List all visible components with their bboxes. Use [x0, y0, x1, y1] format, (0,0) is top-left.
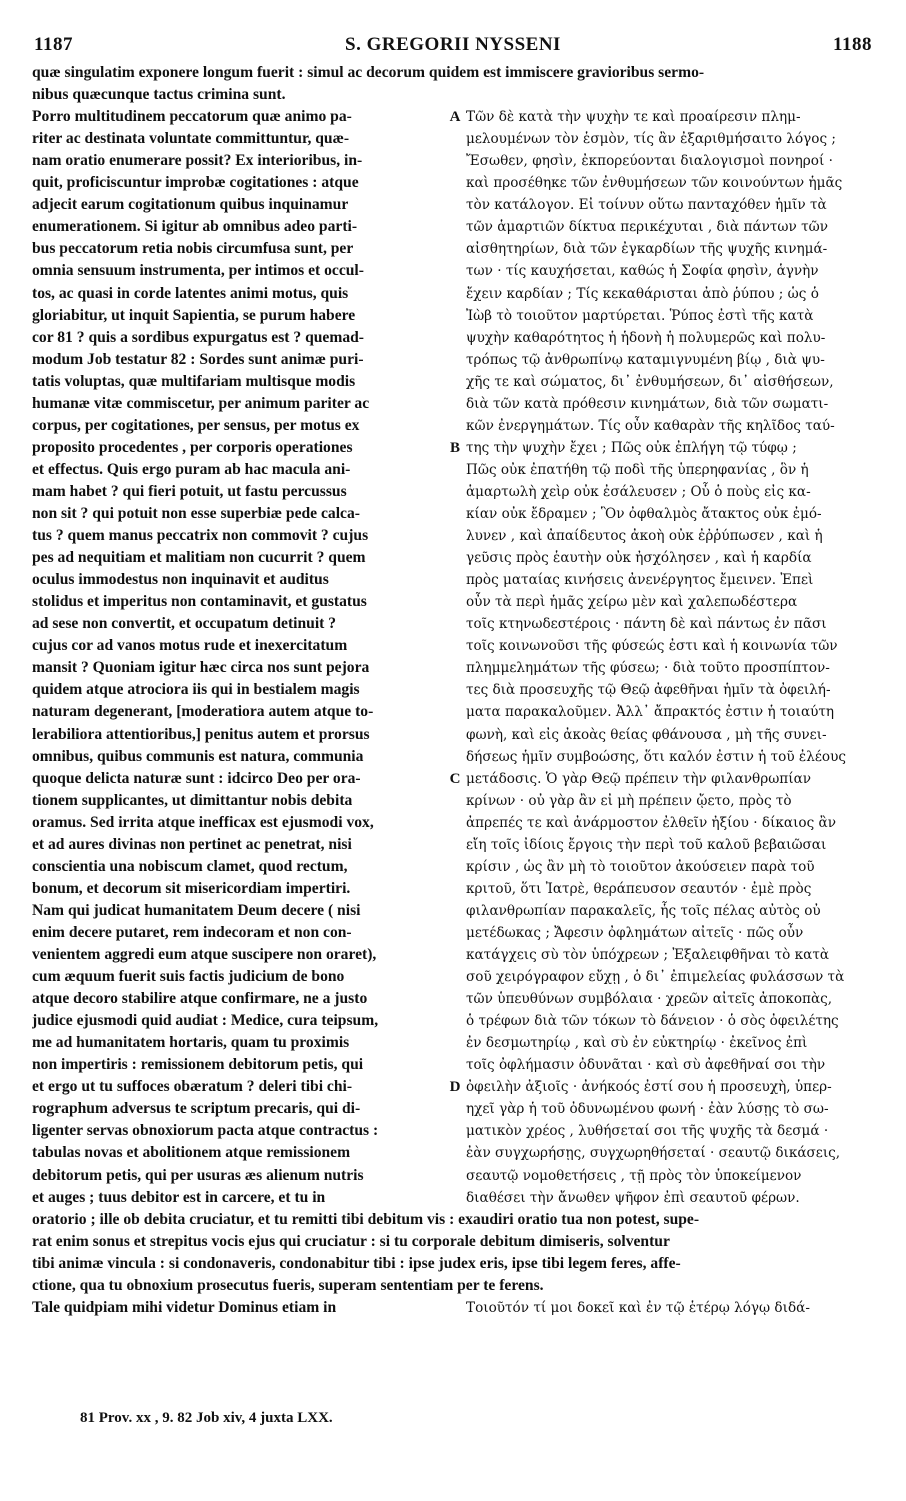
latin-line: riter ac destinata voluntate committuntur, quæ-	[32, 130, 350, 148]
greek-line: αἰσθητηρίων, διὰ τῶν ἐγκαρδίων τῆς ψυχῆς κινημά-	[466, 241, 828, 258]
greek-line: καὶ προσέθηκε τῶν ἐνθυμήσεων τῶν κοινούντων ἡμᾶς	[466, 175, 843, 192]
greek-line: σοῦ χειρόγραφον εὔχῃ , ὁ δι᾿ ἐπιμελείας φυλάσσων τὰ	[466, 969, 845, 986]
latin-line: quidem atque atrociora iis qui in bestialem magis	[32, 681, 360, 699]
greek-line: μελουμένων τὸν ἑσμὸν, τίς ἂν ἐξαριθμήσαιτο λόγος ;	[466, 131, 836, 148]
latin-line: enumerationem. Si igitur ab omnibus adeo parti-	[32, 218, 358, 236]
latin-line: tionem supplicantes, ut dimittantur nobis debita	[32, 791, 353, 809]
latin-line: quoque delicta naturæ sunt : idcirco Deo per ora-	[32, 769, 361, 787]
latin-line: omnia sensuum instrumenta, per intimos et occul-	[32, 262, 364, 280]
greek-line: χῆς τε καὶ σώματος, δι᾿ ἐνθυμήσεων, δι᾿ αἰσθήσεων,	[466, 373, 834, 390]
greek-line: ἁμαρτωλὴ χεὶρ οὐκ ἐσάλευσεν ; Οὗ ὁ ποὺς εἰς κα-	[466, 483, 811, 500]
page-number-right: 1188	[833, 34, 872, 55]
latin-line: tabulas novas et abolitionem atque remissionem	[32, 1144, 351, 1162]
latin-line: modum Job testatur 82 : Sordes sunt animæ puri-	[32, 350, 364, 368]
latin-line: bus peccatorum retia nobis circumfusa sunt, per	[32, 240, 354, 258]
latin-line: oculus immodestus non inquinavit et auditus	[32, 571, 329, 589]
greek-line: των · τίς καυχήσεται, καθώς ἡ Σοφία φησὶν, ἁγνὴν	[466, 263, 819, 280]
footnotes: 81 Prov. xx , 9. 82 Job xiv, 4 juxta LXX.	[80, 1410, 333, 1426]
greek-line: της τὴν ψυχὴν ἔχει ; Πῶς οὐκ ἐπλήγη τῷ τύφῳ ;	[466, 439, 797, 456]
greek-line: φιλανθρωπίαν παρακαλεῖς, ἧς τοῖς πέλας αὐτὸς οὐ	[466, 902, 821, 919]
bottom-line: tibi animæ vincula : si condonaveris, condonabitur tibi : ipse judex eris, ipse tibi legem feres, affe-	[32, 1254, 681, 1272]
latin-line: tatis voluptas, quæ multifariam multisque modis	[32, 372, 356, 390]
latin-line: nam oratio enumerare possit? Ex interioribus, in-	[32, 152, 363, 170]
latin-line: non impertiris : remissionem debitorum petis, qui	[32, 1056, 364, 1074]
latin-line: mansit ? Quoniam igitur hæc circa nos sunt pejora	[32, 659, 370, 677]
bottom-line: ctione, qua tu obnoxium prosecutus fueris, superam sententiam per te ferens.	[32, 1276, 544, 1294]
latin-line: naturam degenerant, [moderatiora autem atque to-	[32, 703, 374, 721]
latin-line: cujus cor ad vanos motus rude et inexercitatum	[32, 637, 348, 655]
latin-line: venientem aggredi eum atque suscipere non oraret),	[32, 946, 377, 963]
greek-line: τοῖς κοινωνοῦσι τῆς φύσεώς ἐστι καὶ ἡ κοινωνία τῶν	[466, 638, 838, 655]
greek-line: Πῶς οὐκ ἐπατήθη τῷ ποδὶ τῆς ὑπερηφανίας , ὃν ἡ	[466, 461, 809, 478]
greek-line: τες διὰ προσευχῆς τῷ Θεῷ ἀφεθῆναι ἡμῖν τὰ ὀφειλή-	[466, 682, 831, 699]
greek-line: τῶν ἁμαρτιῶν δίκτυα περικέχυται , διὰ πάντων τῶν	[466, 219, 828, 236]
latin-line: enim decere putaret, rem indecoram et non con-	[32, 923, 352, 941]
latin-line: tus ? quem manus peccatrix non commovit ? cujus	[32, 527, 369, 545]
latin-line: atque decoro stabilire atque confirmare, ne a justo	[32, 990, 368, 1008]
greek-line: κρίσιν , ὡς ἂν μὴ τὸ τοιοῦτον ἀκούσειεν παρὰ τοῦ	[466, 858, 815, 875]
greek-line: Ἰὼβ τὸ τοιοῦτον μαρτύρεται. Ῥύπος ἐστὶ τῆς κατὰ	[466, 307, 814, 324]
latin-line: debitorum petis, qui per usuras æs alienum nutris	[32, 1166, 364, 1184]
greek-line: τῶν ὑπευθύνων συμβόλαια · χρεῶν αἰτεῖς ἀποκοπὰς,	[466, 991, 833, 1008]
greek-line: λυνεν , καὶ ἀπαίδευτος ἀκοὴ οὐκ ἐῤῥύπωσεν , καὶ ἡ	[466, 528, 823, 545]
greek-line: ματα παρακαλοῦμεν. Ἀλλ᾿ ἄπρακτός ἐστιν ἡ τοιαύτη	[466, 704, 835, 721]
greek-line: Τῶν δὲ κατὰ τὴν ψυχὴν τε καὶ προαίρεσιν πλημ-	[466, 109, 801, 126]
greek-line: δήσεως ἡμῖν συμβοώσης, ὅτι καλόν ἐστιν ἡ τοῦ ἐλέους	[466, 748, 846, 765]
greek-line: τὸν κατάλογον. Εἰ τοίνυν οὕτω πανταχόθεν ἡμῖν τὰ	[466, 197, 827, 214]
latin-line: gloriabitur, ut inquit Sapientia, se purum habere	[32, 306, 356, 324]
latin-line: lerabiliora attentioribus,] penitus autem et prorsus	[32, 725, 370, 743]
latin-line: bonum, et decorum sit misericordiam impertiri.	[32, 879, 351, 897]
greek-line: τρόπως τῷ ἀνθρωπίνῳ καταμιγνυμένη βίῳ , διὰ ψυ-	[466, 351, 825, 368]
greek-line: διὰ τῶν κατὰ πρόθεσιν κινημάτων, διὰ τῶν σωματι-	[466, 395, 829, 412]
latin-line: et ergo ut tu suffoces obæratum ? deleri tibi chi-	[32, 1078, 353, 1096]
margin-marker: A	[449, 109, 461, 126]
greek-line: τοῖς κτηνωδεστέροις · πάντη δὲ καὶ πάντως ἐν πᾶσι	[466, 616, 827, 633]
margin-marker: D	[449, 1079, 461, 1096]
greek-line: οὖν τὰ περὶ ἡμᾶς χείρω μὲν καὶ χαλεπωδέστερα	[466, 594, 798, 611]
latin-line: ligenter servas obnoxiorum pacta atque contractus :	[32, 1122, 379, 1140]
top-line: quæ singulatim exponere longum fuerit : simul ac decorum quidem est immiscere gravioribus sermo-	[32, 64, 705, 81]
greek-line: εἴη τοῖς ἰδίοις ἔργοις τὴν περὶ τοῦ καλοῦ βεβαιῶσαι	[466, 836, 827, 853]
greek-line: κίαν οὐκ ἔδραμεν ; Ὃν ὀφθαλμὸς ἄτακτος οὐκ ἐμό-	[466, 506, 822, 522]
latin-line: adjecit earum cogitationum quibus inquinamur	[32, 196, 349, 214]
greek-line: ματικὸν χρέος , λυθήσεταί σοι τῆς ψυχῆς τὰ δεσμά ·	[466, 1123, 829, 1140]
latin-line: ad sese non convertit, et occupatum detinuit ?	[32, 615, 337, 633]
greek-line: ἐν δεσμωτηρίῳ , καὶ σὺ ἐν εὐκτηρίῳ · ἐκεῖνος ἐπὶ	[466, 1035, 808, 1052]
latin-line: corpus, per cogitationes, per sensus, per motus ex	[32, 416, 360, 434]
greek-line: φωνὴ, καὶ εἰς ἀκοὰς θείας φθάνουσα , μὴ τῆς συνει-	[466, 726, 827, 743]
latin-line: oramus. Sed irrita atque inefficax est ejusmodi vox,	[32, 813, 374, 831]
greek-line: διαθέσει τὴν ἄνωθεν ψῆφον ἐπὶ σεαυτοῦ φέρων.	[466, 1189, 800, 1206]
running-title: S. GREGORII NYSSENI	[345, 34, 561, 55]
greek-line: τοῖς ὀφλήμασιν ὀδυνᾶται · καὶ σὺ ἀφεθῆναί σοι τὴν	[466, 1057, 826, 1074]
latin-line: et auges ; tuus debitor est in carcere, et tu in	[32, 1188, 326, 1206]
greek-line: ἐὰν συγχωρήσῃς, συγχωρηθήσεταί · σεαυτῷ δικάσεις,	[466, 1145, 841, 1162]
latin-line: cum æquum fuerit suis factis judicium de bono	[32, 968, 345, 986]
latin-line: Tale quidpiam mihi videtur Dominus etiam in	[32, 1298, 337, 1316]
latin-line: et ad aures divinas non pertinet ac penetrat, nisi	[32, 835, 352, 853]
greek-line: πρὸς ματαίας κινήσεις ἀνενέργητος ἔμεινεν. Ἐπεὶ	[466, 572, 814, 589]
latin-line: pes ad nequitiam et malitiam non cucurrit ? quem	[32, 549, 366, 567]
greek-line: Τοιοῦτόν τί μοι δοκεῖ καὶ ἐν τῷ ἑτέρῳ λόγῳ διδά-	[466, 1299, 810, 1316]
greek-line: κῶν ἐνεργημάτων. Τίς οὖν καθαρὰν τῆς κηλῖδος ταύ-	[466, 417, 835, 434]
latin-line: quit, proficiscuntur improbæ cogitationes : atque	[32, 174, 359, 192]
latin-line: me ad humanitatem hortaris, quam tu proximis	[32, 1034, 350, 1052]
greek-line: ἔχειν καρδίαν ; Τίς κεκαθάρισται ἀπὸ ῥύπου ; ὡς ὁ	[466, 285, 819, 302]
greek-line: μετέδωκας ; Ἄφεσιν ὀφλημάτων αἰτεῖς · πῶς οὖν	[466, 924, 804, 941]
latin-line: Nam qui judicat humanitatem Deum decere ( nisi	[32, 901, 361, 919]
greek-line: ψυχὴν καθαρότητος ἡ ἡδονὴ ἡ πολυμερῶς καὶ πολυ-	[466, 329, 826, 346]
greek-line: κρίνων · οὐ γὰρ ἂν εἰ μὴ πρέπειν ᾤετο, πρὸς τὸ	[466, 792, 792, 809]
latin-line: judice ejusmodi quid audiat : Medice, cura teipsum,	[32, 1012, 379, 1030]
latin-line: tos, ac quasi in corde latentes animi motus, quis	[32, 284, 349, 302]
page-header	[34, 34, 872, 60]
top-line: nibus quæcunque tactus crimina sunt.	[32, 86, 286, 104]
page-number-left: 1187	[34, 34, 73, 55]
greek-line: σεαυτῷ νομοθετήσεις , τῇ πρὸς τὸν ὑποκείμενον	[466, 1167, 802, 1184]
greek-line: γεῦσις πρὸς ἑαυτὴν οὐκ ἠσχόλησεν , καὶ ἡ καρδία	[466, 550, 812, 567]
bottom-line: oratorio ; ille ob debita cruciatur, et tu remitti tibi debitum vis : exaudiri oratio tua non potest, supe-	[32, 1210, 700, 1228]
latin-line: conscientia una nobiscum clamet, quod rectum,	[32, 857, 348, 875]
latin-line: omnibus, quibus communis est natura, communia	[32, 747, 364, 765]
latin-line: proposito procedentes , per corporis operationes	[32, 438, 353, 456]
latin-line: mam habet ? qui fieri potuit, ut fastu percussus	[32, 482, 347, 500]
latin-line: et effectus. Quis ergo puram ab hac macula ani-	[32, 460, 351, 478]
latin-line: Porro multitudinem peccatorum quæ animo pa-	[32, 108, 352, 126]
latin-line: non sit ? qui potuit non esse superbiæ pede calca-	[32, 505, 360, 522]
greek-line: ὁ τρέφων διὰ τῶν τόκων τὸ δάνειον · ὁ σὸς ὀφειλέτης	[466, 1013, 839, 1030]
greek-line: κριτοῦ, ὅτι Ἰατρὲ, θεράπευσον σεαυτόν · ἐμὲ πρὸς	[466, 880, 812, 897]
latin-line: cor 81 ? quis a sordibus expurgatus est ? quemad-	[32, 328, 364, 346]
margin-marker: B	[449, 439, 460, 456]
greek-line: ἀπρεπές τε καὶ ἀνάρμοστον ἐλθεῖν ἠξίου · δίκαιος ἂν	[466, 814, 836, 831]
latin-line: humanæ vitæ commiscetur, per animum pariter ac	[32, 394, 370, 412]
greek-line: πλημμελημάτων τῆς φύσεω; · διὰ τοῦτο προσπίπτον-	[466, 660, 830, 677]
bottom-line: rat enim sonus et strepitus vocis ejus qui cruciatur : si tu corporale debitum dimiseris, solventur	[32, 1232, 670, 1250]
greek-line: μετάδοσις. Ὁ γὰρ Θεῷ πρέπειν τὴν φιλανθρωπίαν	[466, 770, 812, 787]
greek-line: κατάγχεις σὺ τὸν ὑπόχρεων ; Ἐξαλειφθῆναι τὸ κατὰ	[466, 947, 830, 963]
margin-marker: C	[449, 770, 461, 787]
latin-line: stolidus et imperitus non contaminavit, et gustatus	[32, 593, 367, 611]
greek-line: Ἔσωθεν, φησὶν, ἐκπορεύονται διαλογισμοὶ πονηροί ·	[466, 153, 833, 170]
greek-line: ηχεῖ γὰρ ἡ τοῦ ὀδυνωμένου φωνή · ἐὰν λύσῃς τὸ σω-	[466, 1101, 829, 1118]
greek-line: ὀφειλὴν ἀξιοῖς · ἀνήκοός ἐστί σου ἡ προσευχὴ, ὑπερ-	[466, 1079, 832, 1096]
latin-line: rographum adversus te scriptum precaris, qui di-	[32, 1100, 361, 1118]
